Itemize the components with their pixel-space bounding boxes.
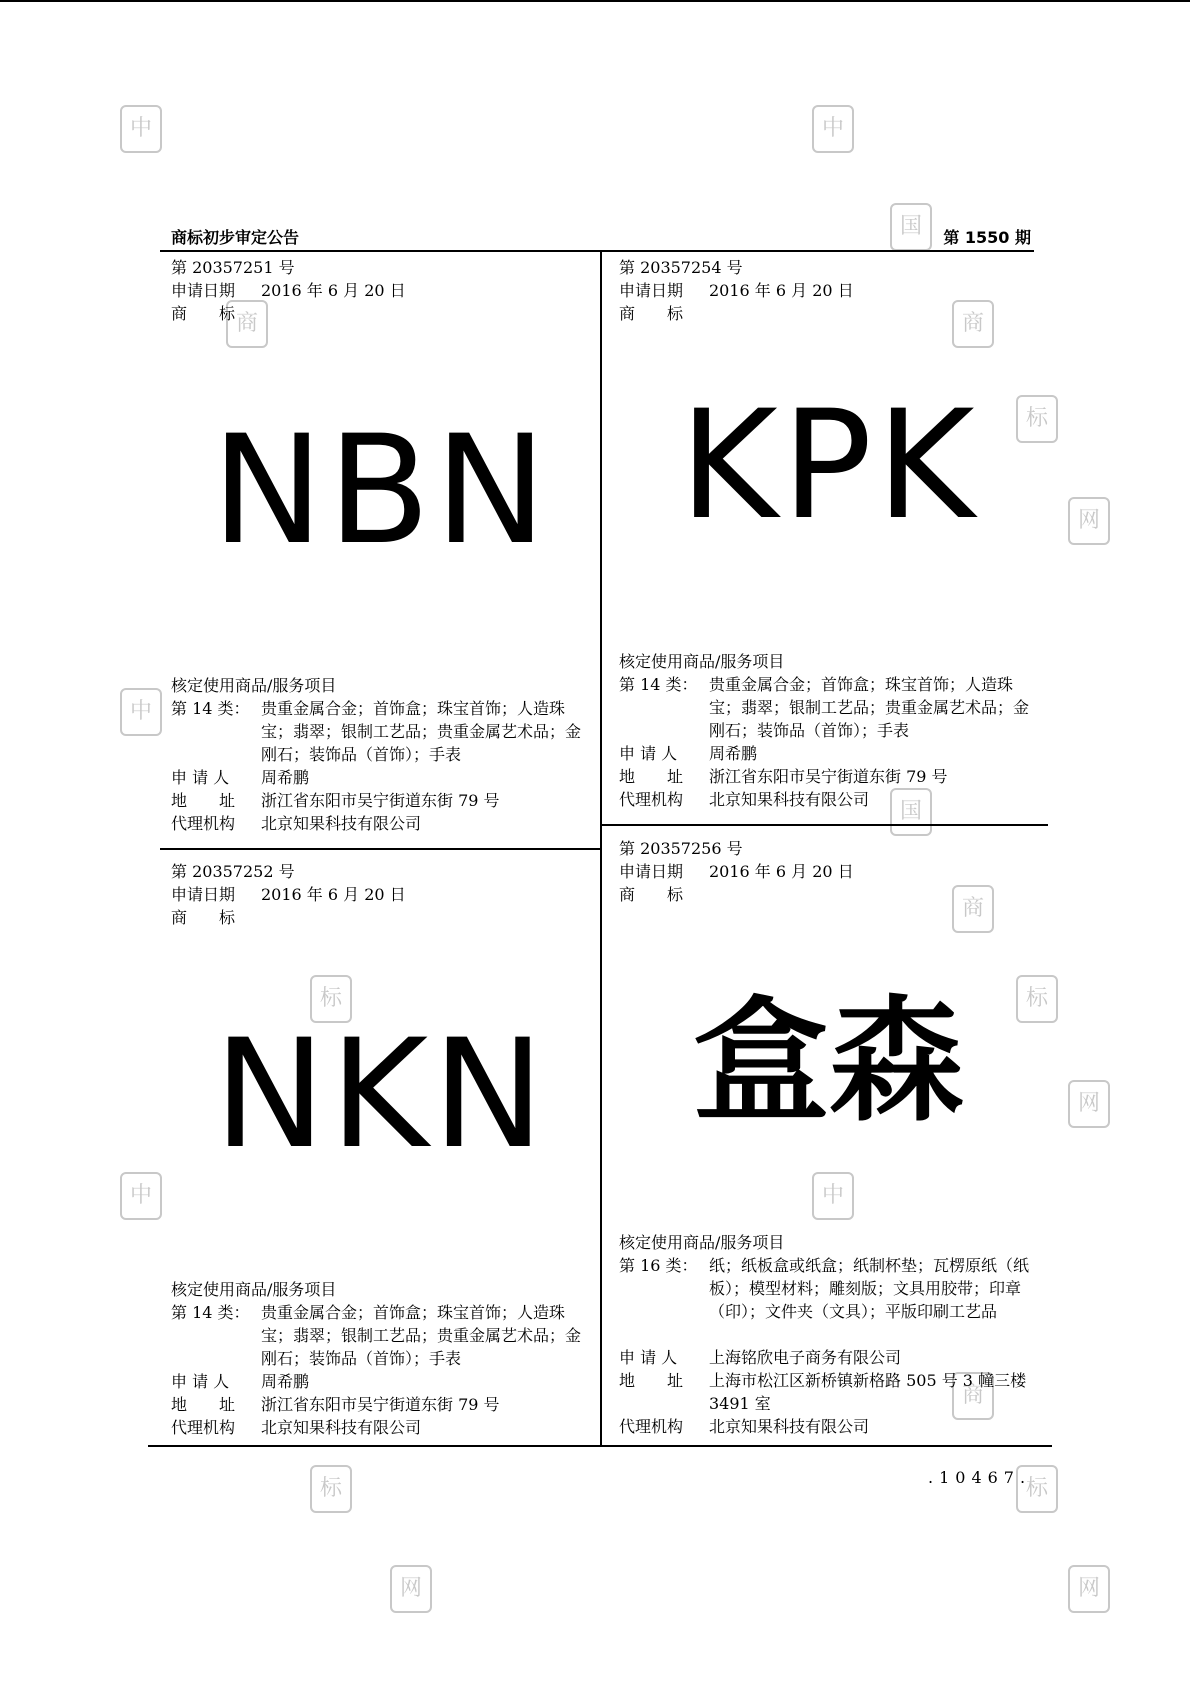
applicant: 上海铭欣电子商务有限公司	[709, 1348, 902, 1367]
agent: 北京知果科技有限公司	[709, 790, 870, 809]
issue-number: 第 1550 期	[943, 228, 1031, 247]
trademark-image: 盒森	[694, 983, 964, 1140]
applicant: 周希鹏	[261, 1372, 310, 1391]
watermark-shang: 商	[952, 1372, 994, 1420]
watermark-zhong: 中	[120, 688, 162, 736]
trademark-image: NKN	[213, 1008, 549, 1182]
goods-list: 纸；纸板盒或纸盒；纸制杯垫；瓦楞原纸（纸板）；模型材料；雕刻版；文具用胶带；印章（印）；文件夹（文具）；平版印刷工艺品	[709, 1256, 1030, 1321]
watermark-zhong: 中	[812, 1172, 854, 1220]
filing-date: 2016 年 6 月 20 日	[261, 885, 406, 904]
class-label: 第 14 类：	[619, 675, 698, 694]
agent-label: 代理机构	[619, 1417, 684, 1436]
column-divider	[600, 250, 602, 1445]
applicant: 周希鹏	[261, 768, 310, 787]
filing-date-label: 申请日期	[171, 885, 236, 904]
goods-list: 贵重金属合金；首饰盒；珠宝首饰；人造珠宝；翡翠；银制工艺品；贵重金属艺术品；金刚石；装饰品（首饰）；手表	[261, 699, 582, 764]
agent: 北京知果科技有限公司	[261, 814, 422, 833]
class-label: 第 16 类：	[619, 1256, 698, 1275]
watermark-biao: 标	[310, 1465, 352, 1513]
agent: 北京知果科技有限公司	[261, 1418, 422, 1437]
goods-list: 贵重金属合金；首饰盒；珠宝首饰；人造珠宝；翡翠；银制工艺品；贵重金属艺术品；金刚石；装饰品（首饰）；手表	[709, 675, 1030, 740]
top-border	[0, 0, 1190, 2]
filing-date-label: 申请日期	[619, 862, 684, 881]
agent-label: 代理机构	[171, 814, 236, 833]
gazette-title: 商标初步审定公告	[171, 228, 300, 247]
watermark-shang: 商	[226, 300, 268, 348]
agent-label: 代理机构	[619, 790, 684, 809]
right-row-divider	[600, 824, 1048, 826]
bottom-rule	[148, 1445, 1052, 1447]
mark-label: 商 标	[171, 908, 236, 927]
watermark-biao: 标	[1016, 1465, 1058, 1513]
page-header	[171, 225, 1031, 251]
address-label: 地 址	[171, 1395, 236, 1414]
applicant: 周希鹏	[709, 744, 758, 763]
goods-heading: 核定使用商品/服务项目	[619, 1233, 785, 1252]
watermark-wang: 网	[1068, 1565, 1110, 1613]
watermark-zhong: 中	[812, 105, 854, 153]
watermark-wang: 网	[1068, 1080, 1110, 1128]
address: 上海市松江区新桥镇新格路 505 号 3 幢三楼 3491 室	[709, 1371, 1027, 1413]
address: 浙江省东阳市吴宁街道东街 79 号	[709, 767, 948, 786]
class-label: 第 14 类：	[171, 1303, 250, 1322]
goods-list: 贵重金属合金；首饰盒；珠宝首饰；人造珠宝；翡翠；银制工艺品；贵重金属艺术品；金刚石；装饰品（首饰）；手表	[261, 1303, 582, 1368]
watermark-wang: 网	[390, 1565, 432, 1613]
watermark-shang: 商	[952, 300, 994, 348]
agent-label: 代理机构	[171, 1418, 236, 1437]
filing-date: 2016 年 6 月 20 日	[261, 281, 406, 300]
filing-date-label: 申请日期	[619, 281, 684, 300]
goods-heading: 核定使用商品/服务项目	[619, 652, 785, 671]
address: 浙江省东阳市吴宁街道东街 79 号	[261, 791, 500, 810]
agent: 北京知果科技有限公司	[709, 1417, 870, 1436]
watermark-biao: 标	[1016, 975, 1058, 1023]
watermark-guo: 国	[890, 788, 932, 836]
left-row-divider	[160, 848, 600, 850]
header-rule	[160, 250, 1034, 252]
mark-label: 商 标	[619, 304, 684, 323]
filing-date: 2016 年 6 月 20 日	[709, 862, 854, 881]
watermark-biao: 标	[310, 975, 352, 1023]
trademark-image: KPK	[679, 379, 979, 553]
trademark-image: NBN	[211, 404, 551, 578]
watermark-zhong: 中	[120, 105, 162, 153]
filing-date: 2016 年 6 月 20 日	[709, 281, 854, 300]
applicant-label: 申 请 人	[171, 1372, 230, 1391]
address: 浙江省东阳市吴宁街道东街 79 号	[261, 1395, 500, 1414]
registration-number: 第 20357254 号	[619, 258, 743, 277]
registration-number: 第 20357252 号	[171, 862, 295, 881]
applicant-label: 申 请 人	[171, 768, 230, 787]
address-label: 地 址	[619, 767, 684, 786]
mark-label: 商 标	[171, 304, 236, 323]
registration-number: 第 20357256 号	[619, 839, 743, 858]
watermark-guo: 国	[890, 203, 932, 251]
trademark-entry	[619, 837, 1039, 1442]
watermark-shang: 商	[952, 885, 994, 933]
filing-date-label: 申请日期	[171, 281, 236, 300]
watermark-zhong: 中	[120, 1172, 162, 1220]
trademark-entry	[619, 256, 1039, 821]
address-label: 地 址	[171, 791, 236, 810]
registration-number: 第 20357251 号	[171, 258, 295, 277]
address-label: 地 址	[619, 1371, 684, 1390]
goods-heading: 核定使用商品/服务项目	[171, 1280, 337, 1299]
trademark-entry	[171, 860, 591, 1440]
goods-heading: 核定使用商品/服务项目	[171, 676, 337, 695]
applicant-label: 申 请 人	[619, 1348, 678, 1367]
watermark-biao: 标	[1016, 395, 1058, 443]
class-label: 第 14 类：	[171, 699, 250, 718]
watermark-wang: 网	[1068, 497, 1110, 545]
page-number: .10467.	[928, 1468, 1032, 1487]
applicant-label: 申 请 人	[619, 744, 678, 763]
trademark-entry	[171, 256, 591, 846]
mark-label: 商 标	[619, 885, 684, 904]
